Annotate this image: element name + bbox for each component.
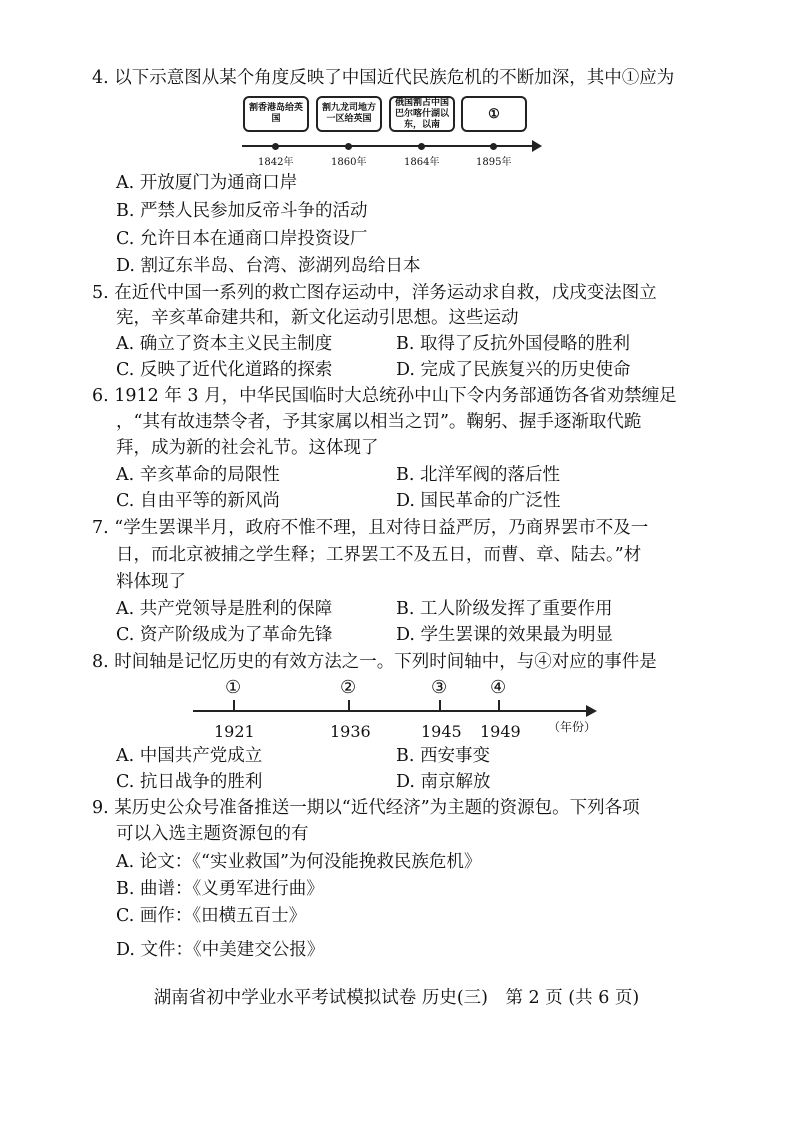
q4-box-2: 割九龙司地方一区给英国 [316,96,382,132]
q5-option-a: A. 确立了资本主义民主制度 [116,334,333,354]
q7-stem-cont-1: 日，而北京被捕之学生释；工界罢工不及五日，而曹、章、陆去。”材 [116,545,642,565]
q4-option-a: A. 开放厦门为通商口岸 [116,173,298,193]
q9-option-a: A. 论文：《“实业救国”为何没能挽救民族危机》 [116,852,482,872]
q4-timeline-dot [272,143,279,150]
q4-year-2: 1860年 [331,157,367,168]
q9-stem: 9. 某历史公众号准备推送一期以“近代经济”为主题的资源包。下列各项 [92,798,640,818]
q8-year-1: 1921 [214,722,255,741]
q8-tick [233,700,235,712]
q4-box-3: 俄国割占中国巴尔喀什湖以东，以南 [389,96,455,132]
q6-option-d: D. 国民革命的广泛性 [396,491,561,511]
q4-year-1: 1842年 [258,157,294,168]
q6-stem-cont-1: ，“其有故违禁令者，予其家属以相当之罚”。鞠躬、握手逐渐取代跪 [116,412,642,432]
q8-unit-label: （年份） [548,720,597,734]
q8-mark-1: ① [225,677,242,698]
q4-year-3: 1864年 [404,157,440,168]
q4-box-1: 割香港岛给英国 [243,96,309,132]
q8-tick [439,700,441,712]
q9-option-c: C. 画作：《田横五百士》 [116,906,307,926]
q8-timeline-axis [193,710,589,712]
q4-option-c: C. 允许日本在通商口岸投资设厂 [116,229,368,249]
q8-mark-2: ② [340,677,357,698]
q8-mark-3: ③ [431,677,448,698]
q6-option-a: A. 辛亥革命的局限性 [116,465,280,485]
q6-option-b: B. 北洋军阀的落后性 [396,465,560,485]
q5-stem: 5. 在近代中国一系列的救亡图存运动中，洋务运动求自救，戊戌变法图立 [92,283,657,303]
q6-stem: 6. 1912 年 3 月，中华民国临时大总统孙中山下令内务部通饬各省劝禁缠足 [92,386,677,406]
q4-stem: 4. 以下示意图从某个角度反映了中国近代民族危机的不断加深，其中①应为 [92,68,675,88]
q8-year-4: 1949 [480,722,521,741]
q9-stem-cont: 可以入选主题资源包的有 [116,824,309,844]
q8-stem: 8. 时间轴是记忆历史的有效方法之一。下列时间轴中，与④对应的事件是 [92,652,657,672]
q4-timeline-dot [418,143,425,150]
q7-stem-cont-2: 料体现了 [116,572,186,592]
q8-option-c: C. 抗日战争的胜利 [116,772,263,792]
q8-year-2: 1936 [330,722,371,741]
q9-option-b: B. 曲谱：《义勇军进行曲》 [116,879,324,899]
q7-option-a: A. 共产党领导是胜利的保障 [116,599,333,619]
q8-option-d: D. 南京解放 [396,772,491,792]
q4-timeline-dot [345,143,352,150]
q5-option-d: D. 完成了民族复兴的历史使命 [396,360,631,380]
q8-option-a: A. 中国共产党成立 [116,746,263,766]
q4-option-d: D. 割辽东半岛、台湾、澎湖列岛给日本 [116,256,421,276]
q4-timeline-arrow-icon [532,140,542,152]
q8-year-3: 1945 [421,722,462,741]
q8-mark-4: ④ [490,677,507,698]
page-footer: 湖南省初中学业水平考试模拟试卷 历史(三) 第 2 页 (共 6 页) [153,988,640,1008]
q7-stem: 7. “学生罢课半月，政府不惟不理，且对待日益严厉，乃商界罢市不及一 [92,518,649,538]
q8-timeline-arrow-icon [586,705,597,717]
q5-stem-cont: 宪，辛亥革命建共和，新文化运动引思想。这些运动 [116,308,519,328]
q7-option-c: C. 资产阶级成为了革命先锋 [116,625,333,645]
q7-option-b: B. 工人阶级发挥了重要作用 [396,599,613,619]
q6-stem-cont-2: 拜，成为新的社会礼节。这体现了 [116,438,379,458]
q6-option-c: C. 自由平等的新风尚 [116,491,280,511]
q5-option-b: B. 取得了反抗外国侵略的胜利 [396,334,630,354]
q5-option-c: C. 反映了近代化道路的探索 [116,360,333,380]
q4-option-b: B. 严禁人民参加反帝斗争的活动 [116,201,368,221]
q8-option-b: B. 西安事变 [396,746,490,766]
q4-box-4: ① [461,96,527,132]
q4-timeline-dot [490,143,497,150]
q8-tick [498,700,500,712]
q7-option-d: D. 学生罢课的效果最为明显 [396,625,614,645]
q9-option-d: D. 文件：《中美建交公报》 [116,940,325,960]
q4-year-4: 1895年 [476,157,512,168]
q8-tick [348,700,350,712]
